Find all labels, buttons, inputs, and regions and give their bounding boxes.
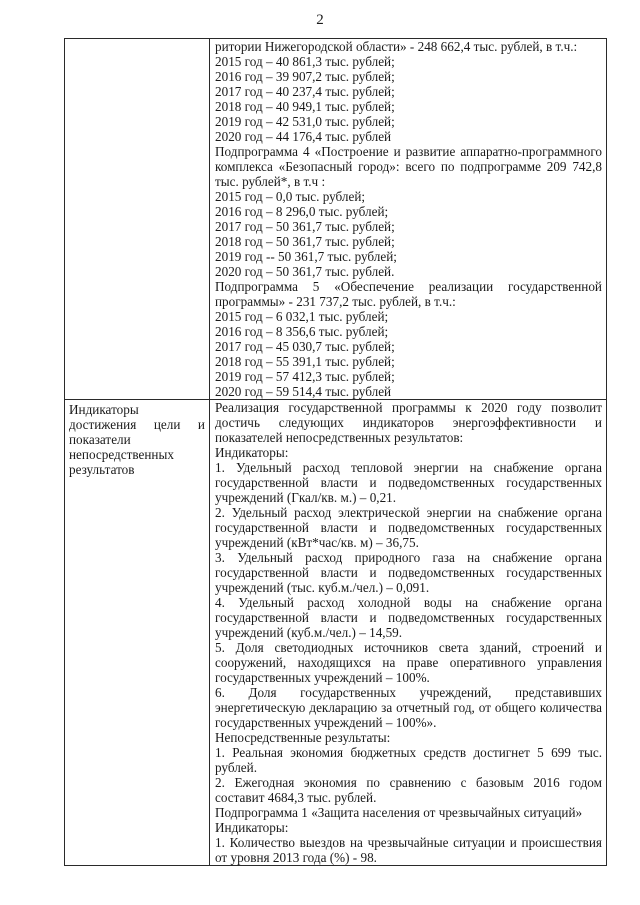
text-line: 2018 год – 50 361,7 тыс. рублей; <box>215 234 395 249</box>
indicator-item: 1. Удельный расход тепловой энергии на снабжение органа государственной власти и подведомственных государственных учреждений (Гкал/кв. м.) – 0,21. <box>215 460 602 505</box>
text-line: 2020 год – 59 514,4 тыс. рублей <box>215 384 392 399</box>
text-line: 2015 год – 6 032,1 тыс. рублей; <box>215 309 389 324</box>
text-line: 2017 год – 40 237,4 тыс. рублей; <box>215 84 395 99</box>
indicator-item: 1. Количество выездов на чрезвычайные ситуации и происшествия от уровня 2013 года (%) - 98. <box>215 835 602 865</box>
indicator-item: 2. Удельный расход электрической энергии на снабжение органа государственной власти и подведомственных государственных учреждений (кВт*час/кв. м) – 36,75. <box>215 505 602 550</box>
row-label-financing <box>65 39 210 400</box>
indicators-heading: Индикаторы: <box>215 820 289 835</box>
text-line: 2020 год – 44 176,4 тыс. рублей <box>215 129 392 144</box>
text-line: 2017 год – 50 361,7 тыс. рублей; <box>215 219 395 234</box>
row-label-indicators: Индикаторы достижения цели и показатели непосредственных результатов <box>65 400 210 866</box>
text-line: 2018 год – 40 949,1 тыс. рублей; <box>215 99 395 114</box>
subprogram-1-heading: Подпрограмма 1 «Защита населения от чрезвычайных ситуаций» <box>215 805 583 820</box>
result-item: 1. Реальная экономия бюджетных средств достигнет 5 699 тыс. рублей. <box>215 745 602 775</box>
page-number: 2 <box>316 12 324 28</box>
indicator-item: 4. Удельный расход холодной воды на снабжение органа государственной власти и подведомственных государственных учреждений (куб.м./чел.) – 14,59. <box>215 595 602 640</box>
text-line: 2019 год – 42 531,0 тыс. рублей; <box>215 114 395 129</box>
subprogram-4-heading: Подпрограмма 4 «Построение и развитие аппаратно-программного комплекса «Безопасный город»: всего по подпрограмме 209 742,8 тыс. рублей*, в т.ч : <box>215 144 602 189</box>
text-line: 2017 год – 45 030,7 тыс. рублей; <box>215 339 395 354</box>
text-line: 2016 год – 39 907,2 тыс. рублей; <box>215 69 395 84</box>
financing-cell <box>210 39 607 400</box>
text-line: 2016 год – 8 296,0 тыс. рублей; <box>215 204 389 219</box>
text-line: 2016 год – 8 356,6 тыс. рублей; <box>215 324 389 339</box>
indicators-cell <box>210 400 607 866</box>
intro-paragraph: Реализация государственной программы к 2020 году позволит достичь следующих индикаторов энергоэффективности и показателей непосредственных результатов: <box>215 400 602 445</box>
text-line: 2019 год -- 50 361,7 тыс. рублей; <box>215 249 397 264</box>
text-line: 2015 год – 40 861,3 тыс. рублей; <box>215 54 395 69</box>
text-line: 2019 год – 57 412,3 тыс. рублей; <box>215 369 395 384</box>
indicators-heading: Индикаторы: <box>215 445 289 460</box>
table-row-indicators <box>65 400 607 866</box>
results-heading: Непосредственные результаты: <box>215 730 391 745</box>
text-line: 2018 год – 55 391,1 тыс. рублей; <box>215 354 395 369</box>
result-item: 2. Ежегодная экономия по сравнению с базовым 2016 годом составит 4684,3 тыс. рублей. <box>215 775 602 805</box>
text-line: ритории Нижегородской области» - 248 662,4 тыс. рублей, в т.ч.: <box>215 39 578 54</box>
indicator-item: 6. Доля государственных учреждений, представивших энергетическую декларацию за отчетный год, от общего количества государственных учреждений – 100%». <box>215 685 602 730</box>
program-passport-table <box>64 38 607 866</box>
text-line: 2015 год – 0,0 тыс. рублей; <box>215 189 366 204</box>
text-line: 2020 год – 50 361,7 тыс. рублей. <box>215 264 395 279</box>
table-row-financing <box>65 39 607 400</box>
indicator-item: 5. Доля светодиодных источников света зданий, строений и сооружений, находящихся на праве оперативного управления государственных учреждений – 100%. <box>215 640 602 685</box>
subprogram-5-heading: Подпрограмма 5 «Обеспечение реализации государственной программы» - 231 737,2 тыс. рублей, в т.ч.: <box>215 279 602 309</box>
indicator-item: 3. Удельный расход природного газа на снабжение органа государственной власти и подведомственных государственных учреждений (тыс. куб.м./чел.) – 0,091. <box>215 550 602 595</box>
